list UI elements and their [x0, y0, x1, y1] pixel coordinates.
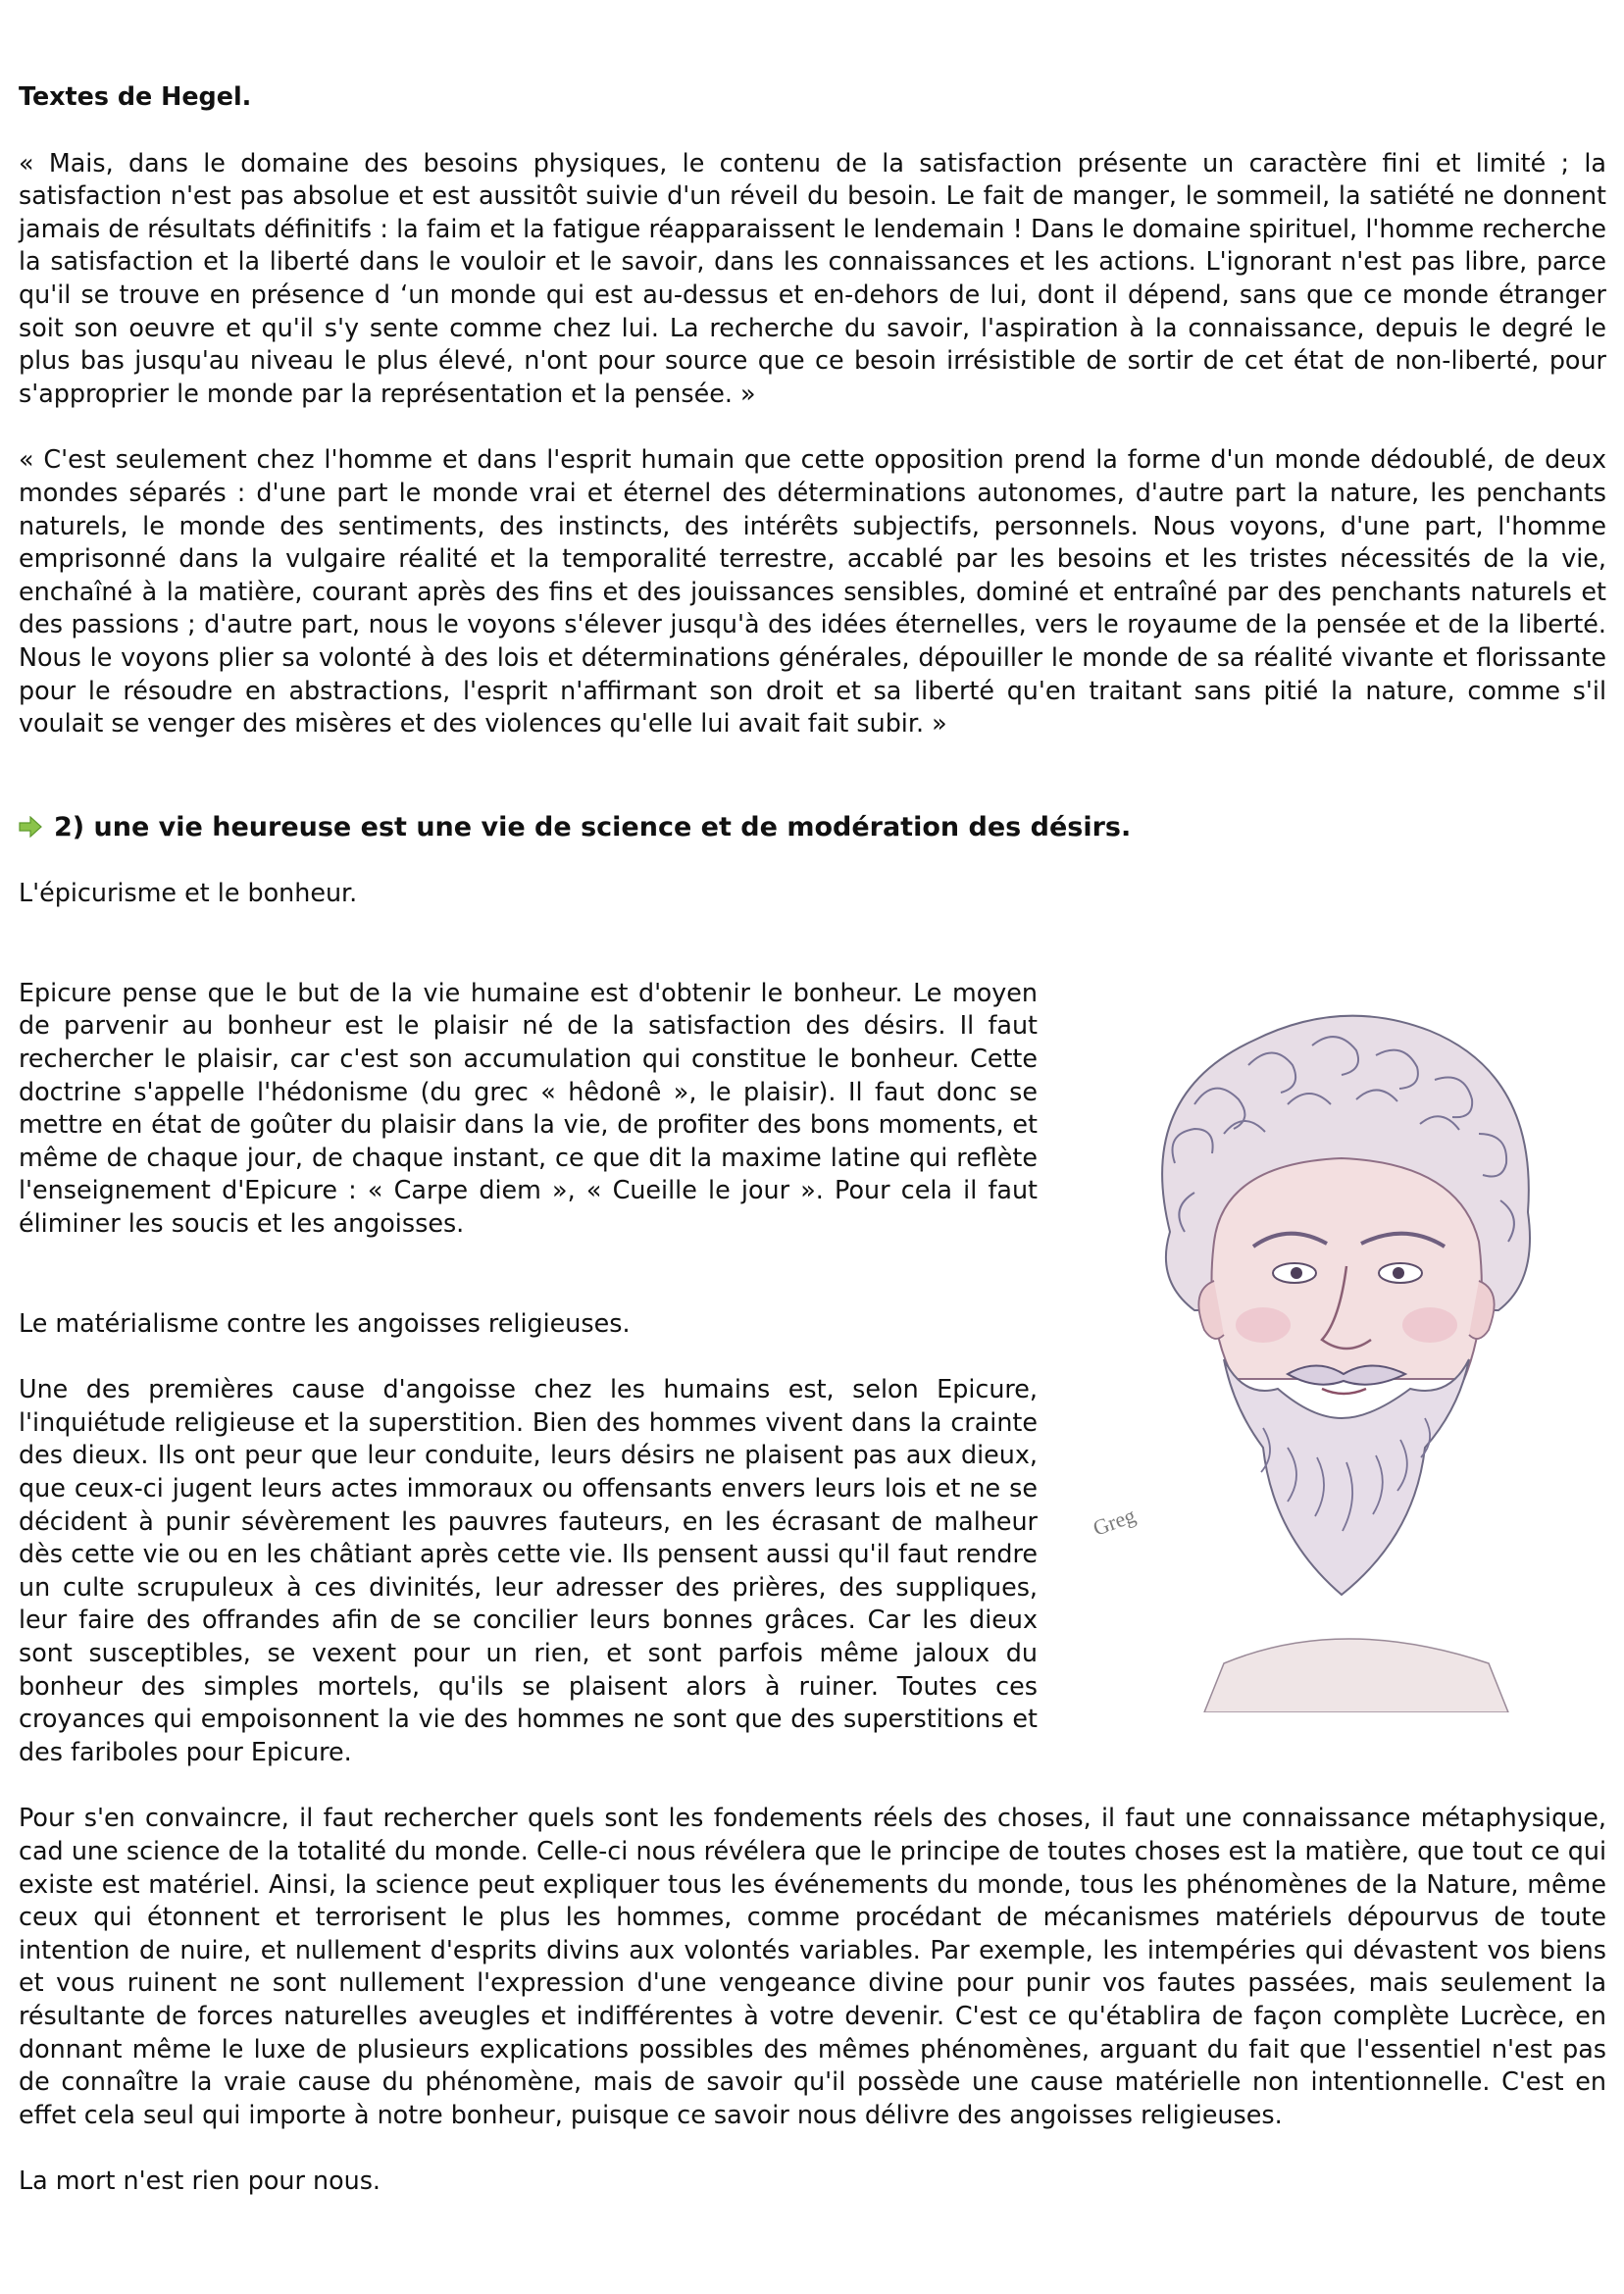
section-heading [19, 811, 1606, 844]
epicurus-portrait-illustration [1077, 987, 1606, 1712]
superstition-paragraph: Une des premières cause d'angoisse chez les humains est, selon Epicure, l'inquiétude religieuse et la superstition. Bien des hommes vivent dans la crainte des dieux. Ils ont peur que leur conduite, leurs désirs ne plaisent pas aux dieux, que ceux-ci jugent leurs actes immoraux ou offensants envers leurs lois et ne se décident à punir sévèrement les pauvres fauteurs, en les écrasant de malheur dès cette vie ou en les châtiant après cette vie. Ils pensent aussi qu'il faut rendre un culte scrupuleux à ces divinités, leur adresser des prières, des suppliques, leur faire des offrandes afin de se concilier leurs bonnes grâces. Car les dieux sont susceptibles, se vexent pour un rien, et sont parfois même jaloux du bonheur des simples mortels, qu'ils se plaisent alors à ruiner. Toutes ces croyances qui empoisonnent la vie des hommes ne sont que des superstitions et des fariboles pour Epicure. [19, 1374, 1038, 1766]
green-right-arrow-icon [19, 816, 42, 838]
science-paragraph: Pour s'en convaincre, il faut rechercher quels sont les fondements réels des choses, il faut une connaissance métaphysique, cad une science de la totalité du monde. Celle-ci nous révélera que le principe de toutes choses est la matière, que tout ce qui existe est matériel. Ainsi, la science peut expliquer tous les événements du monde, tous les phénomènes de la Nature, même ceux qui étonnent et terrorisent le plus les hommes, comme procédant de mécanismes matériels dépourvus de toute intention de nuire, et nullement d'esprits divins aux volontés variables. Par exemple, les intempéries qui dévastent vos biens et vous ruinent ne sont nullement l'expression d'une vengeance divine pour punir vos fautes passées, mais seulement la résultante de forces naturelles aveugles et indifférentes à votre devenir. C'est ce qu'établira de façon complète Lucrèce, en donnant même le luxe de plusieurs explications possibles des mêmes phénomènes, arguant du fait que l'essentiel n'est pas de connaître la vraie cause du phénomène, mais de savoir qu'il possède une cause matérielle non intentionnelle. C'est en effet cela seul qui importe à notre bonheur, puisque ce savoir nous délivre des angoisses religieuses. [19, 1803, 1606, 2129]
hegel-quote-1: « Mais, dans le domaine des besoins physiques, le contenu de la satisfaction présente un caractère fini et limité ; la satisfaction n'est pas absolue et est aussitôt suivie d'un réveil du besoin. Le fait de manger, le sommeil, la satiété ne donnent jamais de résultats définitifs : la faim et la fatigue réapparaissent le lendemain ! Dans le domaine spirituel, l'homme recherche la satisfaction et la liberté dans le vouloir et le savoir, dans les connaissances et les actions. L'ignorant n'est pas libre, parce qu'il se trouve en présence d ‘un monde qui est au-dessus et en-dehors de lui, dont il dépend, sans que ce monde étranger soit son oeuvre et qu'il s'y sente comme chez lui. La recherche du savoir, l'aspiration à la connaissance, depuis le degré le plus bas jusqu'au niveau le plus élevé, n'ont pour source que ce besoin irrésistible de sortir de cet état de non-liberté, pour s'approprier le monde par la représentation et la pensée. » [19, 147, 1606, 408]
subtitle-materialisme: Le matérialisme contre les angoisses religieuses. [19, 1307, 631, 1338]
page-title: Textes de Hegel. [19, 81, 252, 111]
subtitle-epicurisme: L'épicurisme et le bonheur. [19, 878, 358, 908]
epicure-paragraph: Epicure pense que le but de la vie humaine est d'obtenir le bonheur. Le moyen de parvenir au bonheur est le plaisir né de la satisfaction des désirs. Il faut rechercher le plaisir, car c'est son accumulation qui constitue le bonheur. Cette doctrine s'appelle l'hédonisme (du grec « hêdonê », le plaisir). Il faut donc se mettre en état de goûter du plaisir dans la vie, de profiter des bons moments, et même de chaque jour, de chaque instant, ce que dit la maxime latine qui reflète l'enseignement d'Epicure : « Carpe diem », « Cueille le jour ». Pour cela il faut éliminer les soucis et les angoisses. [19, 977, 1038, 1239]
section-heading-text: 2) une vie heureuse est une vie de science et de modération des désirs. [54, 811, 1132, 842]
illustration-signature: Greg [1090, 1503, 1140, 1541]
subtitle-mort: La mort n'est rien pour nous. [19, 2166, 381, 2196]
hegel-quote-2: « C'est seulement chez l'homme et dans l'esprit humain que cette opposition prend la forme d'un monde dédoublé, de deux mondes séparés : d'une part le monde vrai et éternel des déterminations autonomes, d'autre part la nature, les penchants naturels, le monde des sentiments, des instincts, des intérêts subjectifs, personnels. Nous voyons, d'une part, l'homme emprisonné dans la vulgaire réalité et la temporalité terrestre, accablé par les besoins et les tristes nécessités de la vie, enchaîné à la matière, courant après des fins et des jouissances sensibles, dominé et entraîné par des penchants naturels et des passions ; d'autre part, nous le voyons s'élever jusqu'à des idées éternelles, vers le royaume de la pensée et de la liberté. Nous le voyons plier sa volonté à des lois et déterminations générales, dépouiller le monde de sa réalité vivante et florissante pour le résoudre en abstractions, l'esprit n'affirmant son droit et sa liberté qu'en traitant sans pitié la nature, comme s'il voulait se venger des misères et des violences qu'elle lui avait fait subir. » [19, 444, 1606, 739]
